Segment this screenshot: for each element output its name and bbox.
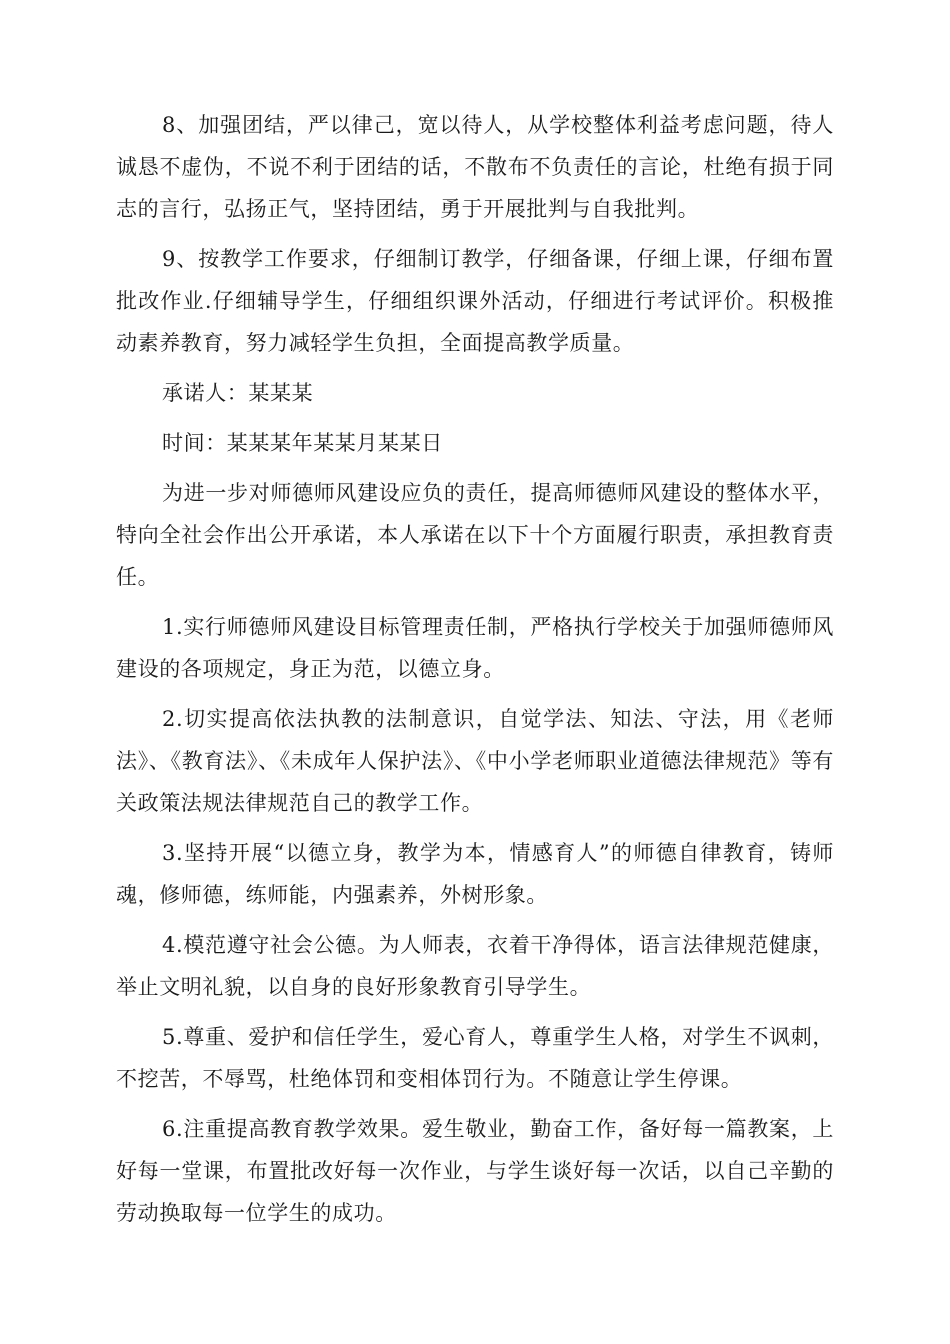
signatory-line: 承诺人：某某某 [162,381,314,405]
document-page [116,104,834,1242]
pledge-item-1: 1.实行师德师风建设目标管理责任制，严格执行学校关于加强师德师风建设的各项规定，身正为范，以德立身。 [116,615,834,681]
pledge-item-2: 2.切实提高依法执教的法制意识，自觉学法、知法、守法，用《老师法》、《教育法》、《未成年人保护法》、《中小学老师职业道德法律规范》等有关政策法规法律规范自己的教学工作。 [116,707,834,815]
paragraph-item-9-teaching: 9、按教学工作要求，仔细制订教学，仔细备课，仔细上课，仔细布置批改作业.仔细辅导学生，仔细组织课外活动，仔细进行考试评价。积极推动素养教育，努力减轻学生负担，全面提高教学质量。 [116,247,834,355]
pledge-intro-paragraph: 为进一步对师德师风建设应负的责任，提高师德师风建设的整体水平，特向全社会作出公开承诺，本人承诺在以下十个方面履行职责，承担教育责任。 [116,481,834,589]
pledge-item-6: 6.注重提高教育教学效果。爱生敬业，勤奋工作，备好每一篇教案，上好每一堂课，布置批改好每一次作业，与学生谈好每一次话，以自己辛勤的劳动换取每一位学生的成功。 [116,1117,834,1225]
pledge-item-3: 3.坚持开展“以德立身，教学为本，情感育人”的师德自律教育，铸师魂，修师德，练师能，内强素养，外树形象。 [116,841,834,907]
pledge-item-4: 4.模范遵守社会公德。为人师表，衣着干净得体，语言法律规范健康，举止文明礼貌，以自身的良好形象教育引导学生。 [116,933,834,999]
date-line: 时间：某某某年某某月某某日 [162,431,443,455]
pledge-item-5: 5.尊重、爱护和信任学生，爱心育人，尊重学生人格，对学生不讽刺，不挖苦，不辱骂，杜绝体罚和变相体罚行为。不随意让学生停课。 [116,1025,834,1091]
paragraph-item-8-unity: 8、加强团结，严以律己，宽以待人，从学校整体利益考虑问题，待人诚恳不虚伪，不说不利于团结的话，不散布不负责任的言论，杜绝有损于同志的言行，弘扬正气，坚持团结，勇于开展批判与自我批判。 [116,113,834,221]
